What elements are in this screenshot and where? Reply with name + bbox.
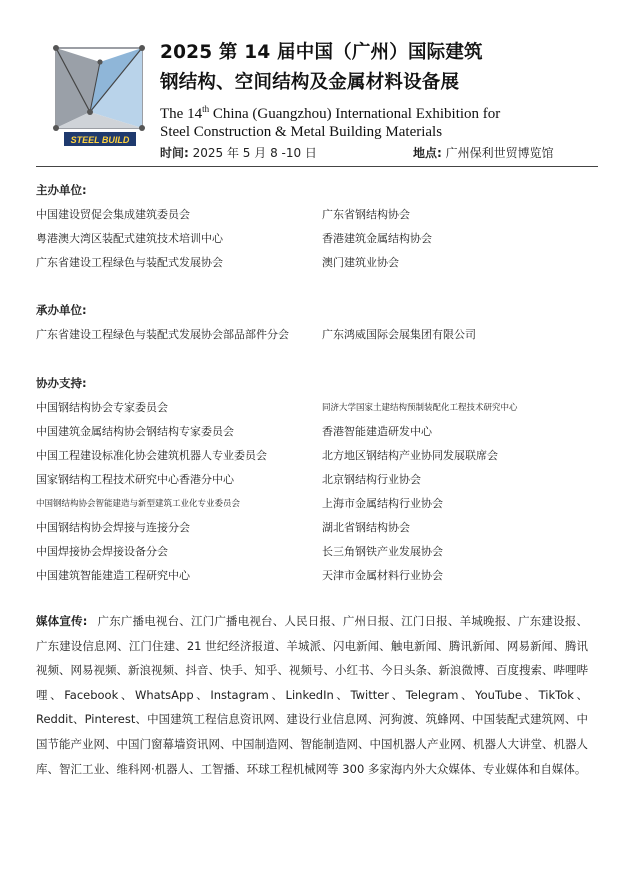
host-left-1: 广东省建设工程绿色与装配式发展协会部品部件分会 <box>36 328 289 341</box>
media-section <box>36 609 588 781</box>
title-en-line2: Steel Construction & Metal Building Materials <box>160 124 443 140</box>
supporter-right-1: 同济大学国家土建结构预制装配化工程技术研究中心 <box>322 403 518 413</box>
supporter-right-4: 北京钢结构行业协会 <box>322 473 421 486</box>
supporter-right-5: 上海市金属结构行业协会 <box>322 497 443 510</box>
title-en-line1-rest: China (Guangzhou) International Exhibition for <box>209 106 501 122</box>
media-title: 媒体宣传: <box>36 614 88 628</box>
organizer-right-2: 香港建筑金属结构协会 <box>322 232 432 245</box>
logo-text: STEEL BUILD <box>70 135 130 145</box>
title-en-pre: The 14 <box>160 106 203 122</box>
steel-build-logo <box>50 42 148 152</box>
organizer-right-3: 澳门建筑业协会 <box>322 256 399 269</box>
title-cn <box>160 38 483 98</box>
supporter-left-6: 中国钢结构协会焊接与连接分会 <box>36 521 190 534</box>
event-date <box>160 144 317 161</box>
supporter-left-1: 中国钢结构协会专家委员会 <box>36 401 168 414</box>
hosts-title: 承办单位: <box>36 303 87 317</box>
supporter-left-7: 中国焊接协会焊接设备分会 <box>36 545 168 558</box>
supporter-right-3: 北方地区钢结构产业协同发展联席会 <box>322 449 498 462</box>
date-value: 2025 年 5 月 8 -10 日 <box>192 146 317 160</box>
title-cn-line2: 钢结构、空间结构及金属材料设备展 <box>160 72 460 93</box>
header-divider <box>36 166 598 167</box>
supporter-right-6: 湖北省钢结构协会 <box>322 521 410 534</box>
supporter-left-2: 中国建筑金属结构协会钢结构专家委员会 <box>36 425 234 438</box>
media-text: 广东广播电视台、江门广播电视台、人民日报、广州日报、江门日报、羊城晚报、广东建设报、广东建设信息网、江门住建、21 世纪经济报道、羊城派、闪电新闻、触电新闻、腾讯新闻、网易新闻、腾讯视频、网易视频、新浪视频、抖音、快手、知乎、视频号、小红书、今日头条、新浪微博、百度搜索、哔哩哔哩、Facebook、WhatsApp、Instagram、LinkedIn、Twitter、Telegram、YouTube、TikTok、Reddit、Pinterest、中国建筑工程信息资讯网、建设行业信息网、河狗渡、筑蜂网、中国装配式建筑网、中国节能产业网、中国门窗幕墙资讯网、中国制造网、智能制造网、中国机器人产业网、机器人大讲堂、机器人库、智汇工业、维科网·机器人、工智播、环球工程机械网等 300 多家海内外大众媒体、专业媒体和自媒体。 <box>36 614 588 776</box>
organizer-left-1: 中国建设贸促会集成建筑委员会 <box>36 208 190 221</box>
supporter-right-2: 香港智能建造研发中心 <box>322 425 432 438</box>
supporter-left-3: 中国工程建设标准化协会建筑机器人专业委员会 <box>36 449 267 462</box>
organizer-left-2: 粤港澳大湾区装配式建筑技术培训中心 <box>36 232 223 245</box>
location-label: 地点: <box>413 146 442 160</box>
supporters-title: 协办支持: <box>36 376 87 390</box>
organizer-left-3: 广东省建设工程绿色与装配式发展协会 <box>36 256 223 269</box>
supporter-left-8: 中国建筑智能建造工程研究中心 <box>36 569 190 582</box>
title-en <box>160 100 600 141</box>
organizer-right-1: 广东省钢结构协会 <box>322 208 410 221</box>
organizers-title: 主办单位: <box>36 183 87 197</box>
host-right-1: 广东鸿威国际会展集团有限公司 <box>322 328 476 341</box>
date-label: 时间: <box>160 146 189 160</box>
supporter-left-4: 国家钢结构工程技术研究中心香港分中心 <box>36 473 234 486</box>
supporter-right-7: 长三角钢铁产业发展协会 <box>322 545 443 558</box>
location-value: 广州保利世贸博览馆 <box>445 146 554 160</box>
title-cn-line1: 2025 第 14 届中国（广州）国际建筑 <box>160 42 483 63</box>
supporter-right-8: 天津市金属材料行业协会 <box>322 569 443 582</box>
title-en-sup: th <box>202 104 210 114</box>
supporter-left-5: 中国钢结构协会智能建造与新型建筑工业化专业委员会 <box>36 499 241 509</box>
event-location <box>413 144 554 161</box>
